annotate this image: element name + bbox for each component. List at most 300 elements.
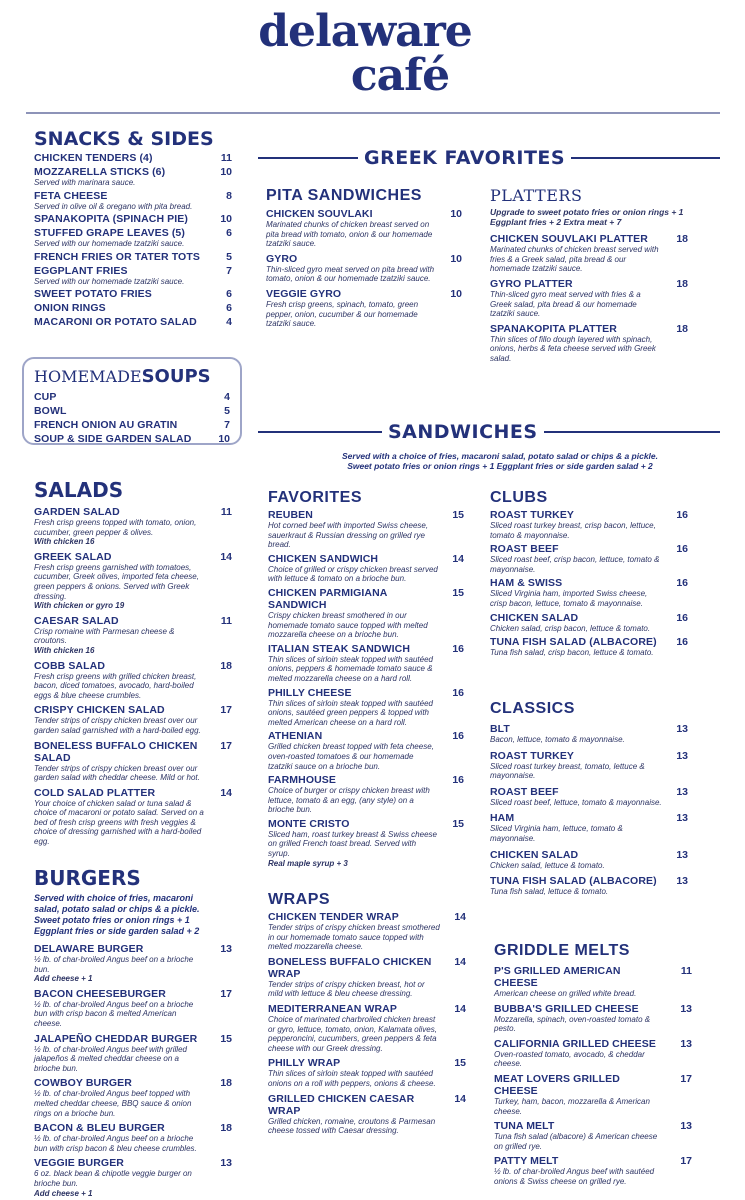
platters-note-2: Eggplant fries + 2 Extra meat + 7 [490,216,622,227]
item-price: 10 [218,433,230,445]
item-description: Tuna fish salad, lettuce & tomato. [490,887,609,897]
menu-item [490,577,688,608]
burgers-section [34,866,232,1200]
item-price: 15 [220,1032,232,1045]
item-description: Your choice of chicken salad or tuna salad & choice of macaroni or potato salad. Served on a bed of fresh crisp greens with fresh veggies & choice of dressing garnished with a hard-boiled egg. [34,798,204,847]
item-name: ROAST BEEF [490,543,559,556]
burgers-note: Served with choice of fries, macaroni salad, potato salad or chips & a pickle. Sweet potato fries or onion rings + 1 Eggplant fries or side garden salad + 2 [34,893,200,936]
item-name: TUNA FISH SALAD (ALBACORE) [490,875,657,888]
item-price: 13 [680,1120,692,1133]
item-description: Tender strips of crispy chicken breast, hot or mild with lettuce & bleu cheese dressing. [268,979,425,999]
item-description: Choice of burger or crispy chicken breast with lettuce, tomato & an egg, (any style) on a brioche bun. [268,786,430,815]
item-name: SOUP & SIDE GARDEN SALAD [34,433,192,445]
item-name: REUBEN [268,509,313,521]
item-description: Turkey, ham, bacon, mozzarella & American cheese. [494,1096,650,1116]
menu-item [494,965,692,999]
item-name: CRISPY CHICKEN SALAD [34,704,165,717]
menu-item [34,166,232,188]
item-price: 13 [220,943,232,955]
menu-item [34,190,232,212]
item-price: 10 [220,213,232,226]
item-extra: Add cheese + 1 [34,1188,93,1198]
menu-item [490,636,688,658]
menu-item [34,660,232,701]
menu-item [34,704,232,735]
favorites-title: FAVORITES [268,489,362,506]
menu-item [494,1155,692,1186]
soups-box [22,357,242,445]
item-name: COWBOY BURGER [34,1077,132,1090]
item-price: 18 [676,277,688,290]
item-description: Choice of marinated charbroiled chicken breast or gyro, lettuce, tomato, onion, Kalamata olives, pepperoncini, cucumbers, green peppers & feta cheese with our Greek dressing. [268,1014,437,1053]
sandwiches-rule-right [544,431,720,433]
item-price: 11 [220,506,232,518]
logo [255,6,475,101]
item-price: 16 [676,577,688,590]
item-description: Mozzarella, spinach, oven-roasted tomato & pesto. [494,1014,651,1034]
item-name: ITALIAN STEAK SANDWICH [268,642,410,655]
menu-item [490,875,688,897]
menu-item [34,391,230,403]
item-description: Tender strips of crispy chicken breast smothered in our homemade tomato sauce topped with melted mozzarella cheese. [268,923,440,952]
item-name: GYRO [266,252,298,265]
item-name: CUP [34,391,57,403]
menu-item [268,1093,466,1136]
item-name: PHILLY WRAP [268,1057,341,1070]
item-price: 13 [676,848,688,861]
item-description: Hot corned beef with imported Swiss cheese, sauerkraut & Russian dressing on grilled rye bread. [268,521,429,550]
item-name: BUBBA'S GRILLED CHEESE [494,1002,639,1015]
item-name: CAESAR SALAD [34,614,119,627]
menu-item [34,1077,232,1118]
sandwiches-rule-left [258,431,382,433]
snacks-title: SNACKS & SIDES [34,128,214,150]
item-description: Fresh crisp greens topped with tomato, onion, cucumber, green pepper & olives. [34,518,197,537]
item-price: 17 [220,987,232,1000]
menu-item [34,152,232,164]
item-name: CHICKEN TENDER WRAP [268,911,399,923]
sandwiches-title: SANDWICHES [388,421,538,443]
item-name: ROAST TURKEY [490,509,575,521]
item-price: 14 [452,552,464,565]
item-name: ONION RINGS [34,302,106,315]
item-name: BACON CHEESEBURGER [34,987,166,1000]
item-price: 14 [220,786,232,799]
menu-item [268,1003,466,1053]
soups-title [34,366,230,389]
burgers-list [34,943,232,1198]
snacks-section [34,127,232,330]
item-name: FRENCH ONION AU GRATIN [34,419,178,431]
item-name: SPANAKOPITA (SPINACH PIE) [34,213,188,226]
griddle-list [494,965,692,1187]
item-name: SPANAKOPITA PLATTER [490,322,617,335]
classics-title: CLASSICS [490,700,575,717]
item-description: Crispy chicken breast smothered in our homemade tomato sauce topped with melted mozzarella cheese on a brioche bun. [268,610,428,640]
item-name: CHICKEN SALAD [490,611,579,624]
menu-item [34,1033,232,1074]
item-extra: Real maple syrup + 3 [268,858,348,868]
item-name: HAM & SWISS [490,577,563,590]
item-name: COLD SALAD PLATTER [34,786,156,799]
item-name: DELAWARE BURGER [34,943,144,955]
favorites-list [268,509,464,868]
item-description: Sliced roast turkey breast, crisp bacon, lettuce, tomato & mayonnaise. [490,521,656,540]
item-name: CHICKEN SOUVLAKI PLATTER [490,233,648,246]
item-price: 11 [220,152,232,164]
platters-title: PLATTERS [490,186,583,205]
item-description: ½ lb. of char-broiled Angus beef topped with melted cheddar cheese, BBQ sauce & onion rings on a brioche bun. [34,1089,192,1118]
item-price: 14 [454,1092,466,1105]
item-description: Fresh crisp greens garnished with tomatoes, cucumber, Greek olives, imported feta cheese, green peppers & onions. Served with Greek dressing. [34,562,199,601]
item-price: 10 [450,287,462,300]
item-description: Chicken salad, lettuce & tomato. [490,860,605,870]
soups-title-a: HOMEMADE [34,367,142,386]
item-price: 11 [680,965,692,977]
item-description: Sliced roast beef, lettuce, tomato & mayonnaise. [490,797,662,807]
item-price: 16 [676,509,688,521]
menu-item [34,419,230,431]
wraps-list [268,911,466,1136]
menu-item [266,253,462,284]
item-name: CALIFORNIA GRILLED CHEESE [494,1037,656,1050]
item-description: Crisp romaine with Parmesan cheese & croutons. [34,626,175,646]
item-price: 13 [676,749,688,762]
item-price: 6 [226,288,232,301]
item-name: MEAT LOVERS GRILLED CHEESE [494,1072,620,1097]
item-name: FRENCH FRIES OR TATER TOTS [34,250,200,263]
item-name: VEGGIE GYRO [266,287,342,300]
menu-item [494,1038,692,1069]
menu-item [34,740,232,783]
menu-item [34,787,232,847]
item-name: JALAPEÑO CHEDDAR BURGER [34,1032,198,1045]
item-description: ½ lb. of char-broiled Angus beef with grilled jalapeños & melted cheddar cheese on a brioche bun. [34,1044,187,1073]
item-name: GYRO PLATTER [490,277,573,290]
menu-item [34,316,232,328]
soups-title-b: SOUPS [141,366,211,387]
item-description: Tuna fish salad (albacore) & American cheese on grilled rye. [494,1132,658,1151]
item-name: GRILLED CHICKEN CAESAR WRAP [268,1092,415,1117]
item-description: Tender strips of crispy chicken breast over our garden salad garnished with a hard-boiled egg. [34,716,201,735]
item-description: Tuna fish salad, crisp bacon, lettuce & tomato. [490,648,654,658]
item-name: VEGGIE BURGER [34,1157,124,1170]
item-name: MACARONI OR POTATO SALAD [34,316,197,329]
item-price: 17 [220,739,232,752]
item-price: 13 [676,875,688,888]
item-description: Sliced Virginia ham, lettuce, tomato & mayonnaise. [490,824,623,843]
platters-section [490,186,688,368]
menu-item [268,911,466,952]
pita-list [266,208,462,329]
item-name: CHICKEN PARMIGIANA SANDWICH [268,586,388,611]
menu-item [490,812,688,843]
item-name: ATHENIAN [268,730,323,743]
item-description: Served with our homemade tzatziki sauce. [34,276,185,286]
item-price: 15 [452,817,464,830]
clubs-title: CLUBS [490,489,548,506]
menu-item [490,612,688,634]
item-extra: Add cheese + 1 [34,974,93,984]
item-description: Sliced roast beef, crisp bacon, lettuce, tomato & mayonnaise. [490,555,660,574]
item-description: Tender strips of crispy chicken breast over our garden salad with cheddar cheese. Mild or hot. [34,763,200,783]
item-price: 11 [220,614,232,627]
item-name: TUNA MELT [494,1120,555,1133]
item-price: 6 [226,302,232,315]
item-name: BLT [490,723,510,735]
soups-list [34,391,230,445]
item-description: Served with our homemade tzatziki sauce. [34,239,185,249]
griddle-title: GRIDDLE MELTS [494,942,630,959]
item-description: Thin slices of fillo dough layered with spinach, onions, herbs & feta cheese served with Greek salad. [490,334,656,363]
menu-item [34,551,232,611]
item-name: CHICKEN SOUVLAKI [266,208,373,220]
item-price: 10 [450,208,462,220]
item-name: PATTY MELT [494,1155,559,1168]
griddle-section [494,941,692,1191]
menu-item [34,251,232,263]
menu-item [268,553,464,584]
item-price: 18 [676,322,688,335]
item-price: 15 [452,509,464,521]
item-name: TUNA FISH SALAD (ALBACORE) [490,636,657,649]
item-description: American cheese on grilled white bread. [494,989,637,998]
wraps-title: WRAPS [268,891,331,908]
item-name: BONELESS BUFFALO CHICKEN SALAD [34,739,198,764]
item-name: BOWL [34,405,67,417]
item-price: 10 [450,252,462,265]
item-description: ½ lb. of char-broiled Angus beef with sautéed onions & Swiss cheese on grilled rye. [494,1167,655,1186]
item-name: PHILLY CHEESE [268,686,352,699]
menu-item [34,265,232,287]
menu-item [34,302,232,314]
logo-line-2: café [350,50,450,101]
item-price: 18 [220,659,232,672]
item-description: 6 oz. black bean & chipotle veggie burger on brioche bun. [34,1169,192,1188]
item-price: 16 [676,636,688,649]
snacks-list [34,152,232,328]
item-description: Thin-sliced gyro meat served with fries & a Greek salad, pita bread & our homemade tzatziki sauce. [490,289,641,319]
menu-item [266,208,462,249]
item-price: 16 [452,774,464,787]
menu-item [490,786,688,808]
item-name: CHICKEN TENDERS (4) [34,152,153,164]
item-price: 5 [224,405,230,417]
menu-item [268,956,466,999]
item-description: Thin slices of sirloin steak topped with sautéed onions on a roll with peppers, onions & cheese. [268,1069,436,1088]
item-price: 13 [680,1002,692,1015]
wraps-section [268,890,466,1140]
item-price: 16 [676,543,688,556]
item-description: Marinated chunks of chicken breast served on pita bread with tomato, onion & our homemade tzatziki sauce. [266,220,433,249]
item-description: Chicken salad, crisp bacon, lettuce & tomato. [490,623,651,633]
greek-title: GREEK FAVORITES [364,147,566,169]
item-name: GARDEN SALAD [34,506,120,518]
menu-item [268,818,464,868]
logo-line-1: delaware [258,6,472,57]
menu-item [268,1057,466,1088]
item-description: Bacon, lettuce, tomato & mayonnaise. [490,735,625,744]
item-name: COBB SALAD [34,659,105,672]
menu-item [268,643,464,684]
item-price: 8 [226,189,232,202]
item-price: 17 [680,1155,692,1168]
item-price: 10 [220,166,232,178]
item-price: 16 [452,686,464,699]
menu-item [34,227,232,249]
menu-item [34,405,230,417]
menu-item [34,943,232,984]
item-description: Fresh crisp greens, spinach, tomato, green pepper, onion, cucumber & our homemade tzatziki sauce. [266,299,419,329]
menu-item [490,543,688,574]
item-extra: With chicken 16 [34,645,95,655]
menu-item [268,730,464,771]
item-price: 4 [224,391,230,403]
menu-item [490,278,688,319]
item-description: ½ lb. of char-broiled Angus beef on a brioche bun with crisp bacon & melted American cheese. [34,999,194,1028]
item-name: MEDITERRANEAN WRAP [268,1002,397,1015]
menu-item [268,774,464,815]
item-price: 18 [220,1077,232,1090]
item-price: 7 [226,264,232,277]
item-name: MONTE CRISTO [268,817,350,830]
item-extra: With chicken 16 [34,537,95,547]
menu-item [490,723,688,745]
item-price: 13 [676,723,688,735]
item-name: FETA CHEESE [34,189,108,202]
item-price: 4 [226,316,232,329]
item-price: 13 [676,812,688,825]
classics-list [490,723,688,897]
platters-list [490,233,688,363]
item-name: CHICKEN SALAD [490,848,579,861]
pita-title: PITA SANDWICHES [266,187,422,204]
item-description: Thin slices of sirloin steak topped with sautéed onions, sautéed green peppers & topped with melted American cheese on a hard roll. [268,698,433,727]
item-price: 7 [224,419,230,431]
menu-item [34,506,232,547]
item-name: GREEK SALAD [34,550,112,563]
item-description: ½ lb. of char-broiled Angus beef on a brioche bun with crisp bacon & bleu cheese crumbles. [34,1134,197,1153]
item-price: 16 [452,730,464,743]
item-name: CHICKEN SANDWICH [268,552,379,565]
item-price: 16 [676,611,688,624]
menu-item [266,288,462,329]
item-description: Served in olive oil & oregano with pita bread. [34,201,193,211]
menu-item [34,1122,232,1153]
salads-title: SALADS [34,478,124,502]
item-price: 17 [220,704,232,717]
item-name: FARMHOUSE [268,774,336,787]
item-description: Grilled chicken breast topped with feta cheese, oven-roasted tomatoes & our homemade tzatziki sauce on a brioche bun. [268,742,434,771]
item-price: 18 [220,1122,232,1135]
item-name: HAM [490,812,515,825]
pita-section [266,186,462,333]
item-name: EGGPLANT FRIES [34,264,128,277]
sandwiches-note-2: Sweet potato fries or onion rings + 1 Eggplant fries or side garden salad + 2 [347,461,653,471]
menu-item [490,509,688,540]
platters-note-1: Upgrade to sweet potato fries or onion rings + 1 [490,207,684,217]
clubs-section [490,488,688,661]
item-description: Grilled chicken, romaine, croutons & Parmesan cheese tossed with Caesar dressing. [268,1116,436,1136]
item-price: 13 [220,1157,232,1170]
item-description: Fresh crisp greens with grilled chicken breast, bacon, diced tomatoes, avocado, hard-boiled eggs & blue cheese crumbles. [34,671,197,700]
item-description: ½ lb. of char-broiled Angus beef on a brioche bun. [34,955,194,974]
menu-item [490,233,688,274]
item-name: BONELESS BUFFALO CHICKEN WRAP [268,955,432,980]
header-divider [26,112,720,114]
menu-item [494,1003,692,1034]
item-name: SWEET POTATO FRIES [34,288,152,301]
greek-heading [258,147,720,169]
item-name: STUFFED GRAPE LEAVES (5) [34,227,185,240]
salads-list [34,506,232,847]
menu-item [268,509,464,550]
menu-item [34,433,230,445]
item-description: Thin slices of sirloin steak topped with sautéed onions, peppers & homemade tomato sauce & melted mozzarella cheese on a hard roll. [268,654,433,683]
greek-rule-right [571,157,720,159]
item-price: 14 [454,911,466,923]
item-price: 14 [454,1002,466,1015]
menu-item [34,213,232,225]
item-price: 18 [676,233,688,246]
item-name: ROAST TURKEY [490,749,575,762]
item-description: Oven-roasted tomato, avocado, & cheddar cheese. [494,1049,645,1069]
item-name: ROAST BEEF [490,785,559,798]
item-description: Choice of grilled or crispy chicken breast served with lettuce & tomato on a brioche bun. [268,564,438,584]
menu-item [34,615,232,656]
item-price: 6 [226,227,232,240]
salads-section [34,478,232,851]
menu-item [34,988,232,1029]
item-description: Thin-sliced gyro meat served on pita bread with tomato, onion & our homemade tzatziki sauce. [266,264,435,284]
menu-item [268,687,464,728]
menu-item [494,1073,692,1116]
item-description: Sliced Virginia ham, imported Swiss cheese, crisp bacon, lettuce, tomato & mayonnaise. [490,589,648,608]
item-price: 17 [680,1072,692,1085]
burgers-title: BURGERS [34,866,141,890]
item-name: BACON & BLEU BURGER [34,1122,165,1135]
item-price: 14 [454,955,466,968]
menu-item [34,288,232,300]
classics-section [490,699,688,902]
sandwiches-note-1: Served with a choice of fries, macaroni salad, potato salad or chips & a pickle. [341,451,659,461]
item-description: Marinated chunks of chicken breast served with fries & a Greek salad, pita bread & our homemade tzatziki sauce. [490,245,659,274]
item-name: P'S GRILLED AMERICAN CHEESE [494,965,621,989]
item-price: 13 [676,785,688,798]
greek-rule-left [258,157,358,159]
menu-item [268,587,464,640]
item-extra: With chicken or gyro 19 [34,601,125,611]
item-price: 15 [452,586,464,599]
item-price: 5 [226,250,232,263]
menu-item [34,1157,232,1198]
menu-item [494,1120,692,1151]
item-description: Served with marinara sauce. [34,178,136,187]
item-name: MOZZARELLA STICKS (6) [34,166,166,178]
item-price: 15 [454,1057,466,1070]
item-description: Sliced roast turkey breast, tomato, lettuce & mayonnaise. [490,761,645,781]
item-price: 16 [452,642,464,655]
item-price: 14 [220,550,232,563]
item-price: 13 [680,1037,692,1050]
item-description: Sliced ham, roast turkey breast & Swiss cheese on grilled French toast bread. Served with syrup. [268,829,437,859]
menu-item [490,750,688,781]
favorites-section [268,488,464,871]
menu-item [490,323,688,364]
clubs-list [490,509,688,658]
menu-item [490,849,688,871]
sandwiches-heading [258,421,720,443]
